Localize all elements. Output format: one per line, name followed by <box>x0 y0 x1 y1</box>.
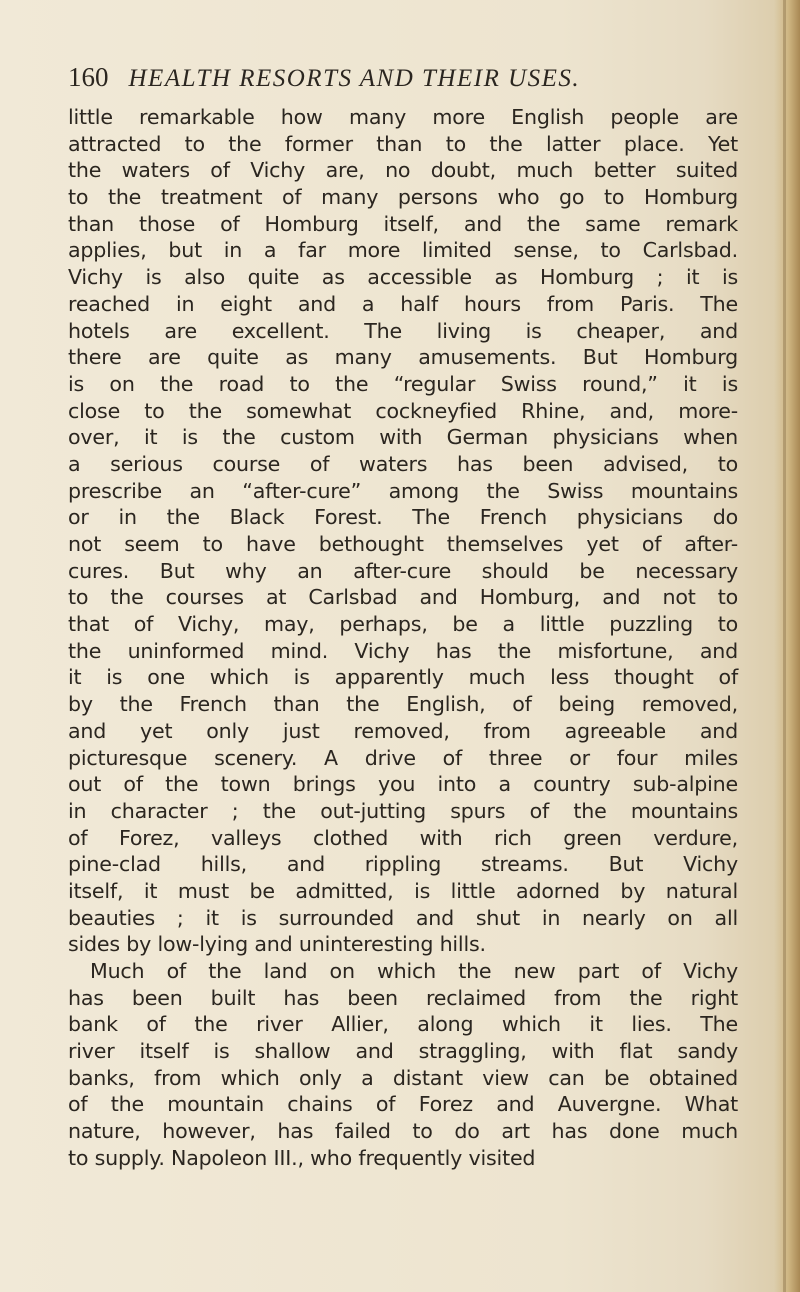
text-line: hotels are excellent. The living is cheaper, and <box>68 318 738 343</box>
text-line: sides by low-lying and uninteresting hills. <box>68 932 486 957</box>
text-line: attracted to the former than to the latter place. Yet <box>68 131 738 156</box>
text-line: than those of Homburg itself, and the same remark <box>68 211 738 236</box>
text-line: is on the road to the “regular Swiss round,” it is <box>68 371 738 396</box>
text-line: the uninformed mind. Vichy has the misfortune, and <box>68 638 738 663</box>
text-line: to supply. Napoleon III., who frequently visited <box>68 1145 536 1170</box>
text-line: bank of the river Allier, along which it lies. The <box>68 1012 738 1037</box>
text-line: of the mountain chains of Forez and Auvergne. What <box>68 1092 738 1117</box>
text-line: nature, however, has failed to do art has done much <box>68 1119 738 1144</box>
text-line: and yet only just removed, from agreeable and <box>68 718 738 743</box>
text-line: not seem to have bethought themselves yet of after- <box>68 532 738 556</box>
text-line: that of Vichy, may, perhaps, be a little puzzling to <box>68 612 738 637</box>
text-line: to the courses at Carlsbad and Homburg, and not to <box>68 585 738 610</box>
text-line: has been built has been reclaimed from the right <box>68 985 738 1010</box>
text-line: beauties ; it is surrounded and shut in nearly on all <box>68 905 738 930</box>
text-line: there are quite as many amusements. But Homburg <box>68 345 738 370</box>
text-line: river itself is shallow and straggling, with flat sandy <box>68 1039 738 1064</box>
text-line: pine-clad hills, and rippling streams. But Vichy <box>68 852 738 877</box>
body-text <box>68 104 738 1172</box>
text-line: reached in eight and a half hours from Paris. The <box>68 291 738 316</box>
text-line: it is one which is apparently much less thought of <box>68 665 738 690</box>
text-line: close to the somewhat cockneyfied Rhine, and, more- <box>68 398 738 423</box>
text-line: itself, it must be admitted, is little adorned by natural <box>68 878 738 903</box>
text-line: by the French than the English, of being removed, <box>68 692 738 717</box>
text-line: a serious course of waters has been advised, to <box>68 451 738 476</box>
text-line: out of the town brings you into a country sub-alpine <box>68 772 738 797</box>
text-line: picturesque scenery. A drive of three or four miles <box>68 745 738 770</box>
text-line: banks, from which only a distant view can be obtained <box>68 1065 738 1090</box>
running-title: HEALTH RESORTS AND THEIR USES. <box>128 65 581 92</box>
page-edge-line <box>783 0 786 1292</box>
text-line: to the treatment of many persons who go to Homburg <box>68 185 738 210</box>
running-head <box>68 62 688 102</box>
text-line: the waters of Vichy are, no doubt, much better suited <box>68 158 738 183</box>
text-line: in character ; the out-jutting spurs of the mountains <box>68 798 738 823</box>
text-line: or in the Black Forest. The French physicians do <box>68 505 738 530</box>
text-line: little remarkable how many more English people are <box>68 105 738 129</box>
text-line: Much of the land on which the new part of Vichy <box>90 959 738 983</box>
text-line: cures. But why an after-cure should be necessary <box>68 558 738 583</box>
text-line: over, it is the custom with German physicians when <box>68 425 738 450</box>
page-number: 160 <box>68 62 109 92</box>
text-line: applies, but in a far more limited sense, to Carlsbad. <box>68 238 738 263</box>
page-edge-shadow <box>774 0 800 1292</box>
text-line: Vichy is also quite as accessible as Homburg ; it is <box>68 265 738 290</box>
text-line: of Forez, valleys clothed with rich green verdure, <box>68 825 738 850</box>
text-line: prescribe an “after-cure” among the Swiss mountains <box>68 478 738 503</box>
